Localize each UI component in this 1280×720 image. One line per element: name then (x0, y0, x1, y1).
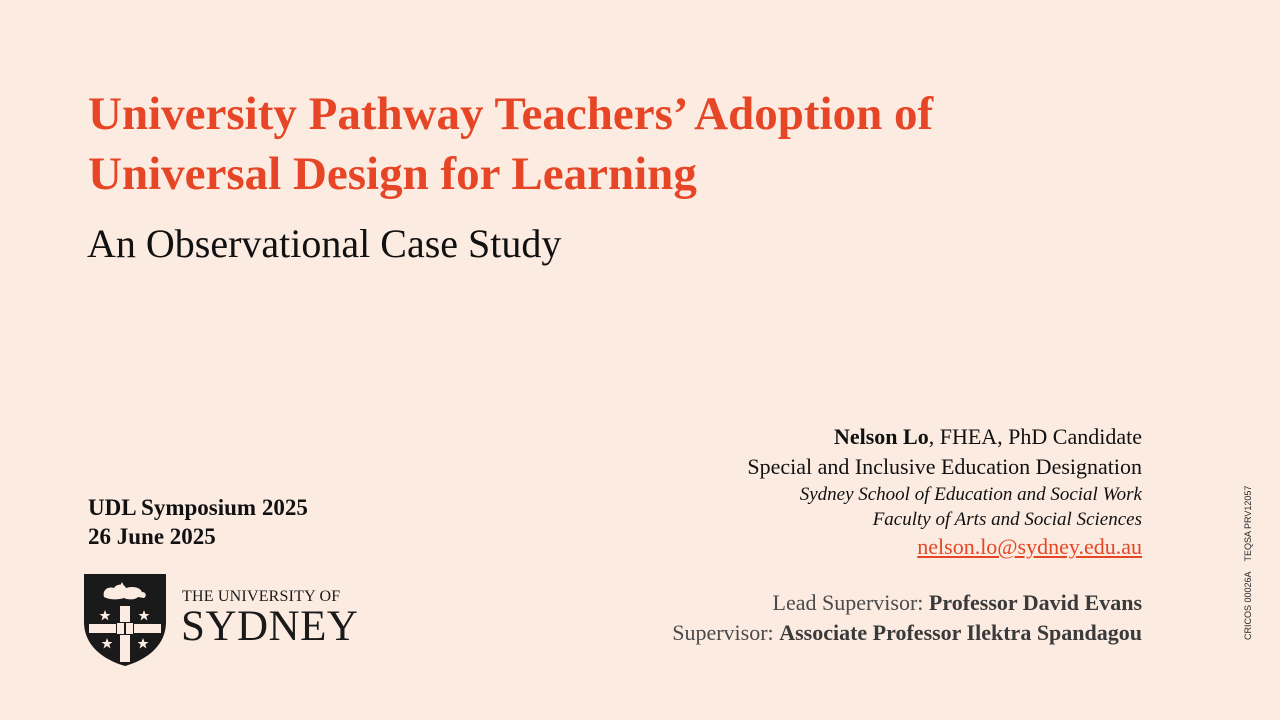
author-block (747, 422, 1142, 562)
title-line-1: University Pathway Teachers’ Adoption of (88, 88, 934, 140)
supervisors-block (672, 588, 1142, 648)
author-school: Sydney School of Education and Social Work (799, 484, 1142, 505)
lead-supervisor-label: Lead Supervisor: (772, 590, 929, 615)
university-logo (80, 572, 359, 668)
supervisor-name: Associate Professor Ilektra Spandagou (779, 620, 1142, 645)
lead-supervisor-line (672, 588, 1142, 618)
title-line-2: Universal Design for Learning (88, 148, 697, 200)
author-faculty: Faculty of Arts and Social Sciences (872, 509, 1142, 530)
wordmark-line-1: THE UNIVERSITY OF (182, 588, 341, 605)
slide-title (88, 84, 1068, 204)
event-date: 26 June 2025 (88, 524, 216, 549)
university-crest-icon (80, 572, 170, 668)
supervisor-line (672, 618, 1142, 648)
supervisor-label: Supervisor: (672, 620, 780, 645)
author-credentials: , FHEA, PhD Candidate (928, 424, 1142, 449)
author-name: Nelson Lo (833, 424, 929, 449)
lead-supervisor-name: Professor David Evans (928, 590, 1142, 615)
author-name-line (747, 422, 1142, 452)
author-email-link[interactable]: nelson.lo@sydney.edu.au (917, 534, 1142, 559)
accreditation-footer (1243, 486, 1253, 640)
university-wordmark (182, 588, 358, 648)
teqsa-code: TEQSA PRV12057 (1243, 485, 1253, 562)
event-info (88, 493, 308, 551)
cricos-code: CRICOS 00026A (1243, 571, 1253, 640)
wordmark-line-2: SYDNEY (181, 603, 359, 650)
slide-subtitle: An Observational Case Study (87, 221, 562, 266)
event-name: UDL Symposium 2025 (88, 495, 308, 520)
author-designation: Special and Inclusive Education Designation (747, 454, 1142, 479)
